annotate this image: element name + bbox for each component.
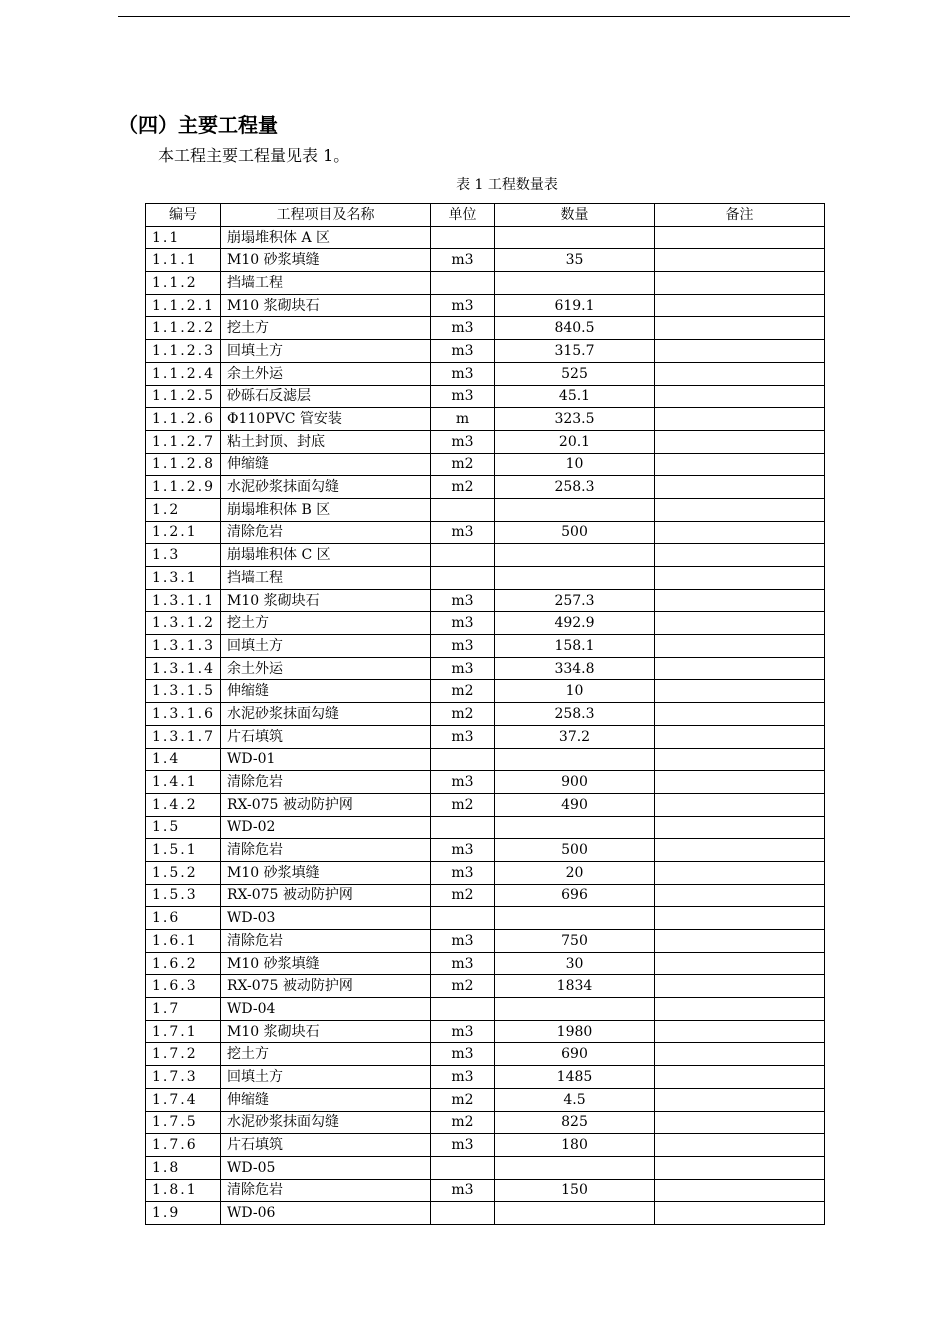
cell-remarks: [655, 816, 825, 839]
cell-item-name: M10 砂浆填缝: [221, 861, 431, 884]
cell-remarks: [655, 1066, 825, 1089]
table-row: [146, 226, 825, 249]
cell-quantity: 4.5: [495, 1088, 655, 1111]
cell-unit: m3: [431, 839, 495, 862]
cell-number: 1.7.6: [146, 1134, 221, 1157]
cell-quantity: 315.7: [495, 340, 655, 363]
cell-quantity: 490: [495, 793, 655, 816]
table-row: [146, 544, 825, 567]
cell-unit: m3: [431, 1179, 495, 1202]
cell-item-name: 片石填筑: [221, 1134, 431, 1157]
cell-number: 1.5.2: [146, 861, 221, 884]
cell-item-name: 伸缩缝: [221, 453, 431, 476]
header-number: 编号: [146, 204, 221, 227]
cell-quantity: 840.5: [495, 317, 655, 340]
cell-quantity: 1485: [495, 1066, 655, 1089]
cell-unit: m3: [431, 952, 495, 975]
cell-quantity: 258.3: [495, 476, 655, 499]
cell-item-name: 片石填筑: [221, 725, 431, 748]
cell-number: 1.1.2.5: [146, 385, 221, 408]
table-row: [146, 816, 825, 839]
table-row: [146, 680, 825, 703]
cell-remarks: [655, 589, 825, 612]
quantity-table: [145, 203, 825, 1225]
cell-quantity: 1834: [495, 975, 655, 998]
cell-item-name: 余土外运: [221, 362, 431, 385]
cell-item-name: 粘土封顶、封底: [221, 430, 431, 453]
cell-remarks: [655, 498, 825, 521]
cell-item-name: 崩塌堆积体 C 区: [221, 544, 431, 567]
cell-quantity: 20: [495, 861, 655, 884]
cell-quantity: 37.2: [495, 725, 655, 748]
cell-quantity: 180: [495, 1134, 655, 1157]
table-row: [146, 907, 825, 930]
cell-unit: m3: [431, 589, 495, 612]
table-caption: 表 1 工程数量表: [456, 177, 558, 193]
header-quantity: 数量: [495, 204, 655, 227]
cell-remarks: [655, 272, 825, 295]
cell-unit: m3: [431, 612, 495, 635]
cell-number: 1.1.2.3: [146, 340, 221, 363]
cell-unit: m3: [431, 930, 495, 953]
cell-quantity: 10: [495, 453, 655, 476]
cell-item-name: M10 砂浆填缝: [221, 249, 431, 272]
cell-unit: m3: [431, 1066, 495, 1089]
cell-number: 1.7.5: [146, 1111, 221, 1134]
table-row: [146, 771, 825, 794]
cell-remarks: [655, 612, 825, 635]
table-row: [146, 1179, 825, 1202]
table-row: [146, 385, 825, 408]
cell-item-name: 清除危岩: [221, 930, 431, 953]
cell-quantity: [495, 567, 655, 590]
cell-quantity: 500: [495, 839, 655, 862]
cell-item-name: M10 砂浆填缝: [221, 952, 431, 975]
cell-quantity: 45.1: [495, 385, 655, 408]
cell-quantity: [495, 1202, 655, 1225]
cell-quantity: 150: [495, 1179, 655, 1202]
cell-remarks: [655, 1043, 825, 1066]
cell-unit: m3: [431, 385, 495, 408]
cell-remarks: [655, 226, 825, 249]
cell-number: 1.1.2.4: [146, 362, 221, 385]
cell-remarks: [655, 748, 825, 771]
cell-unit: m3: [431, 725, 495, 748]
table-row: [146, 1020, 825, 1043]
cell-remarks: [655, 1179, 825, 1202]
cell-number: 1.1.2.9: [146, 476, 221, 499]
cell-item-name: 砂砾石反滤层: [221, 385, 431, 408]
cell-unit: m3: [431, 249, 495, 272]
cell-quantity: 525: [495, 362, 655, 385]
table-row: [146, 725, 825, 748]
cell-quantity: [495, 748, 655, 771]
table-row: [146, 839, 825, 862]
cell-remarks: [655, 476, 825, 499]
cell-remarks: [655, 725, 825, 748]
cell-number: 1.1.2.6: [146, 408, 221, 431]
cell-unit: m3: [431, 430, 495, 453]
table-row: [146, 272, 825, 295]
cell-remarks: [655, 294, 825, 317]
cell-quantity: [495, 816, 655, 839]
cell-number: 1.4.1: [146, 771, 221, 794]
cell-quantity: 492.9: [495, 612, 655, 635]
cell-item-name: 挖土方: [221, 612, 431, 635]
cell-number: 1.7.3: [146, 1066, 221, 1089]
cell-item-name: 回填土方: [221, 340, 431, 363]
cell-remarks: [655, 952, 825, 975]
cell-quantity: 750: [495, 930, 655, 953]
cell-number: 1.8: [146, 1156, 221, 1179]
cell-unit: m3: [431, 657, 495, 680]
cell-number: 1.7: [146, 998, 221, 1021]
cell-remarks: [655, 1134, 825, 1157]
cell-unit: m2: [431, 680, 495, 703]
cell-item-name: WD-02: [221, 816, 431, 839]
cell-number: 1.7.2: [146, 1043, 221, 1066]
cell-item-name: 崩塌堆积体 A 区: [221, 226, 431, 249]
cell-unit: m2: [431, 476, 495, 499]
table-row: [146, 430, 825, 453]
table-row: [146, 635, 825, 658]
cell-unit: [431, 1156, 495, 1179]
table-row: [146, 748, 825, 771]
cell-number: 1.4: [146, 748, 221, 771]
table-row: [146, 1066, 825, 1089]
cell-item-name: 水泥砂浆抹面勾缝: [221, 1111, 431, 1134]
cell-remarks: [655, 998, 825, 1021]
cell-unit: [431, 998, 495, 1021]
cell-quantity: 30: [495, 952, 655, 975]
cell-item-name: 崩塌堆积体 B 区: [221, 498, 431, 521]
table-row: [146, 294, 825, 317]
cell-unit: m3: [431, 861, 495, 884]
table-row: [146, 1043, 825, 1066]
cell-remarks: [655, 839, 825, 862]
cell-item-name: 挡墙工程: [221, 272, 431, 295]
cell-number: 1.5.3: [146, 884, 221, 907]
cell-remarks: [655, 703, 825, 726]
cell-number: 1.2.1: [146, 521, 221, 544]
cell-quantity: 257.3: [495, 589, 655, 612]
cell-unit: m2: [431, 1088, 495, 1111]
cell-number: 1.3.1.7: [146, 725, 221, 748]
cell-quantity: 258.3: [495, 703, 655, 726]
cell-unit: [431, 226, 495, 249]
cell-remarks: [655, 861, 825, 884]
cell-item-name: 伸缩缝: [221, 680, 431, 703]
cell-remarks: [655, 453, 825, 476]
cell-item-name: M10 浆砌块石: [221, 294, 431, 317]
table-row: [146, 249, 825, 272]
cell-remarks: [655, 408, 825, 431]
table-row: [146, 975, 825, 998]
cell-quantity: [495, 998, 655, 1021]
cell-item-name: M10 浆砌块石: [221, 589, 431, 612]
cell-item-name: 清除危岩: [221, 771, 431, 794]
cell-number: 1.3.1: [146, 567, 221, 590]
cell-remarks: [655, 249, 825, 272]
cell-number: 1.2: [146, 498, 221, 521]
table-row: [146, 884, 825, 907]
cell-unit: [431, 498, 495, 521]
cell-unit: [431, 544, 495, 567]
cell-unit: m3: [431, 1043, 495, 1066]
cell-quantity: 825: [495, 1111, 655, 1134]
table-row: [146, 1088, 825, 1111]
cell-quantity: 158.1: [495, 635, 655, 658]
cell-unit: m3: [431, 340, 495, 363]
cell-unit: [431, 816, 495, 839]
cell-number: 1.1.1: [146, 249, 221, 272]
table-row: [146, 930, 825, 953]
table-row: [146, 1156, 825, 1179]
cell-number: 1.3.1.1: [146, 589, 221, 612]
cell-unit: m3: [431, 1020, 495, 1043]
table-row: [146, 1134, 825, 1157]
cell-number: 1.6.3: [146, 975, 221, 998]
cell-unit: m2: [431, 453, 495, 476]
table-row: [146, 408, 825, 431]
table-row: [146, 612, 825, 635]
cell-unit: [431, 272, 495, 295]
cell-remarks: [655, 793, 825, 816]
cell-remarks: [655, 430, 825, 453]
cell-item-name: 余土外运: [221, 657, 431, 680]
cell-number: 1.3: [146, 544, 221, 567]
cell-remarks: [655, 544, 825, 567]
cell-quantity: 500: [495, 521, 655, 544]
cell-number: 1.6: [146, 907, 221, 930]
header-rule: [118, 16, 850, 17]
cell-number: 1.5: [146, 816, 221, 839]
cell-quantity: [495, 544, 655, 567]
header-item-name: 工程项目及名称: [221, 204, 431, 227]
cell-unit: m2: [431, 703, 495, 726]
table-row: [146, 476, 825, 499]
cell-item-name: 挖土方: [221, 1043, 431, 1066]
cell-remarks: [655, 1156, 825, 1179]
table-row: [146, 362, 825, 385]
cell-unit: m2: [431, 1111, 495, 1134]
table-header-row: [146, 204, 825, 227]
cell-unit: m3: [431, 1134, 495, 1157]
cell-unit: m2: [431, 884, 495, 907]
cell-item-name: RX-075 被动防护网: [221, 793, 431, 816]
cell-item-name: 挡墙工程: [221, 567, 431, 590]
cell-remarks: [655, 1020, 825, 1043]
cell-quantity: 20.1: [495, 430, 655, 453]
cell-quantity: 1980: [495, 1020, 655, 1043]
table-row: [146, 703, 825, 726]
cell-number: 1.1.2.7: [146, 430, 221, 453]
cell-item-name: 清除危岩: [221, 839, 431, 862]
cell-unit: m3: [431, 362, 495, 385]
table-row: [146, 498, 825, 521]
cell-quantity: 696: [495, 884, 655, 907]
cell-number: 1.5.1: [146, 839, 221, 862]
header-unit: 单位: [431, 204, 495, 227]
table-row: [146, 657, 825, 680]
cell-item-name: WD-05: [221, 1156, 431, 1179]
cell-unit: m2: [431, 793, 495, 816]
table-row: [146, 521, 825, 544]
cell-remarks: [655, 317, 825, 340]
cell-remarks: [655, 340, 825, 363]
cell-remarks: [655, 657, 825, 680]
cell-remarks: [655, 975, 825, 998]
cell-remarks: [655, 907, 825, 930]
cell-number: 1.6.2: [146, 952, 221, 975]
cell-unit: [431, 907, 495, 930]
cell-number: 1.6.1: [146, 930, 221, 953]
cell-number: 1.9: [146, 1202, 221, 1225]
cell-quantity: [495, 226, 655, 249]
cell-quantity: 900: [495, 771, 655, 794]
cell-quantity: [495, 498, 655, 521]
cell-remarks: [655, 930, 825, 953]
cell-item-name: RX-075 被动防护网: [221, 884, 431, 907]
table-row: [146, 589, 825, 612]
table-row: [146, 453, 825, 476]
cell-quantity: 35: [495, 249, 655, 272]
header-remarks: 备注: [655, 204, 825, 227]
cell-remarks: [655, 680, 825, 703]
cell-number: 1.7.1: [146, 1020, 221, 1043]
cell-number: 1.3.1.5: [146, 680, 221, 703]
cell-item-name: 清除危岩: [221, 1179, 431, 1202]
cell-item-name: M10 浆砌块石: [221, 1020, 431, 1043]
cell-quantity: 690: [495, 1043, 655, 1066]
cell-item-name: 水泥砂浆抹面勾缝: [221, 476, 431, 499]
cell-item-name: WD-03: [221, 907, 431, 930]
cell-quantity: 619.1: [495, 294, 655, 317]
cell-item-name: 伸缩缝: [221, 1088, 431, 1111]
table-row: [146, 1202, 825, 1225]
cell-item-name: WD-04: [221, 998, 431, 1021]
table-row: [146, 861, 825, 884]
cell-number: 1.4.2: [146, 793, 221, 816]
cell-item-name: 挖土方: [221, 317, 431, 340]
cell-number: 1.1: [146, 226, 221, 249]
cell-unit: [431, 748, 495, 771]
cell-remarks: [655, 1111, 825, 1134]
cell-item-name: WD-01: [221, 748, 431, 771]
cell-item-name: 回填土方: [221, 1066, 431, 1089]
cell-item-name: 回填土方: [221, 635, 431, 658]
cell-unit: m3: [431, 294, 495, 317]
cell-remarks: [655, 1202, 825, 1225]
cell-number: 1.3.1.3: [146, 635, 221, 658]
cell-unit: m3: [431, 317, 495, 340]
table-row: [146, 1111, 825, 1134]
cell-number: 1.1.2.1: [146, 294, 221, 317]
table-row: [146, 998, 825, 1021]
cell-number: 1.7.4: [146, 1088, 221, 1111]
cell-unit: [431, 1202, 495, 1225]
cell-number: 1.3.1.6: [146, 703, 221, 726]
cell-number: 1.8.1: [146, 1179, 221, 1202]
cell-quantity: 323.5: [495, 408, 655, 431]
table-row: [146, 793, 825, 816]
table-row: [146, 952, 825, 975]
table-row: [146, 567, 825, 590]
table-body: [146, 226, 825, 1224]
cell-quantity: [495, 907, 655, 930]
section-heading: （四）主要工程量: [118, 113, 278, 137]
cell-item-name: RX-075 被动防护网: [221, 975, 431, 998]
cell-quantity: [495, 1156, 655, 1179]
cell-unit: [431, 567, 495, 590]
cell-remarks: [655, 567, 825, 590]
intro-paragraph: 本工程主要工程量见表 1。: [158, 146, 350, 165]
cell-number: 1.3.1.2: [146, 612, 221, 635]
cell-remarks: [655, 385, 825, 408]
table-row: [146, 340, 825, 363]
cell-quantity: [495, 272, 655, 295]
cell-number: 1.1.2: [146, 272, 221, 295]
cell-item-name: 水泥砂浆抹面勾缝: [221, 703, 431, 726]
cell-unit: m3: [431, 635, 495, 658]
cell-unit: m2: [431, 975, 495, 998]
cell-remarks: [655, 362, 825, 385]
cell-item-name: Φ110PVC 管安装: [221, 408, 431, 431]
cell-number: 1.3.1.4: [146, 657, 221, 680]
cell-remarks: [655, 771, 825, 794]
cell-remarks: [655, 521, 825, 544]
cell-number: 1.1.2.2: [146, 317, 221, 340]
cell-item-name: WD-06: [221, 1202, 431, 1225]
cell-number: 1.1.2.8: [146, 453, 221, 476]
cell-unit: m: [431, 408, 495, 431]
cell-unit: m3: [431, 771, 495, 794]
cell-item-name: 清除危岩: [221, 521, 431, 544]
cell-remarks: [655, 1088, 825, 1111]
table-row: [146, 317, 825, 340]
cell-remarks: [655, 635, 825, 658]
cell-unit: m3: [431, 521, 495, 544]
cell-quantity: 334.8: [495, 657, 655, 680]
cell-quantity: 10: [495, 680, 655, 703]
cell-remarks: [655, 884, 825, 907]
